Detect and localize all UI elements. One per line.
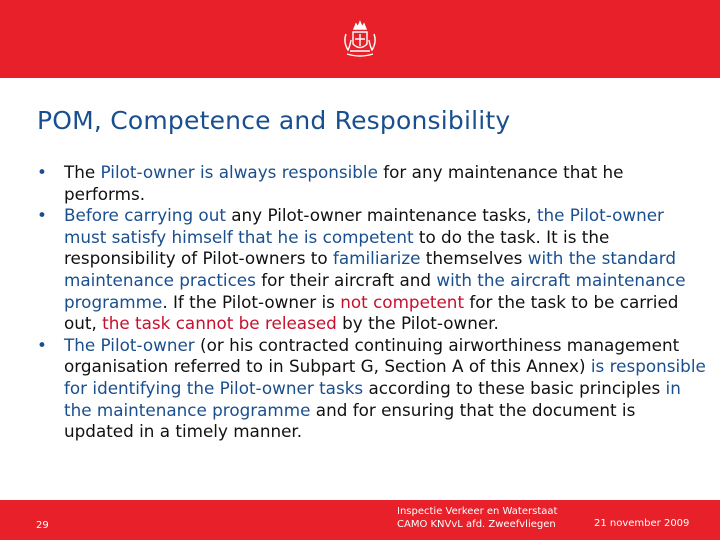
bullet-text-segment: themselves <box>420 248 528 269</box>
bullet-text-segment: with the standard maintenance practices <box>64 248 677 290</box>
bullet-item <box>37 335 707 443</box>
footer-date: 21 november 2009 <box>594 518 690 529</box>
bullet-text-segment: is responsible for identifying the Pilot-owner tasks <box>64 356 706 398</box>
bullet-text-segment: for any maintenance that he performs. <box>64 162 624 204</box>
bullet-item <box>37 205 707 335</box>
bullet-text-segment: The <box>64 162 101 182</box>
bullet-text-segment: by the Pilot-owner. <box>336 313 499 334</box>
bullet-text-segment: (or his contracted continuing airworthiness management organisation referred to in Subpart G, Section A of this Annex) <box>64 334 680 377</box>
bullet-text-segment: according to these basic principles <box>363 377 666 398</box>
header-bar <box>0 0 720 78</box>
bullet-list <box>37 162 707 443</box>
bullet-text-segment: The Pilot-owner <box>64 334 195 355</box>
bullet-text-segment: any Pilot-owner maintenance tasks, <box>225 205 537 226</box>
page-number: 29 <box>36 520 49 531</box>
slide-title: POM, Competence and Responsibility <box>37 106 511 135</box>
org-line-1: Inspectie Verkeer en Waterstaat <box>397 506 558 517</box>
bullet-dot-icon: • <box>37 162 47 182</box>
bullet-text-segment: for their aircraft and <box>255 269 437 290</box>
bullet-text-segment: not competent <box>340 291 465 312</box>
bullet-text-segment: . If the Pilot-owner is <box>162 291 341 312</box>
bullet-text-segment: and for ensuring that the document is updated in a timely manner. <box>64 399 636 442</box>
bullet-text-segment: the task cannot be released <box>102 313 337 334</box>
bullet-dot-icon: • <box>37 205 47 226</box>
bullet-text-segment: the Pilot-owner must satisfy himself that he is competent <box>64 205 664 247</box>
royal-crest-icon <box>341 20 379 62</box>
org-line-2: CAMO KNVvL afd. Zweefvliegen <box>397 519 556 530</box>
bullet-text-segment: familiarize <box>332 248 421 269</box>
footer-organisation <box>397 505 557 531</box>
bullet-text-segment: for the task to be carried out, <box>64 291 679 334</box>
bullet-text-segment: to do the task. It is the responsibility of Pilot-owners to <box>64 226 610 269</box>
bullet-text-segment: with the aircraft maintenance programme <box>64 269 686 312</box>
bullet-dot-icon: • <box>37 334 47 355</box>
bullet-text-segment: in the maintenance programme <box>64 377 681 420</box>
bullet-text-segment: Pilot-owner is always responsible <box>100 162 378 182</box>
bullet-text-segment: Before carrying out <box>64 205 226 226</box>
bullet-item <box>37 162 707 205</box>
